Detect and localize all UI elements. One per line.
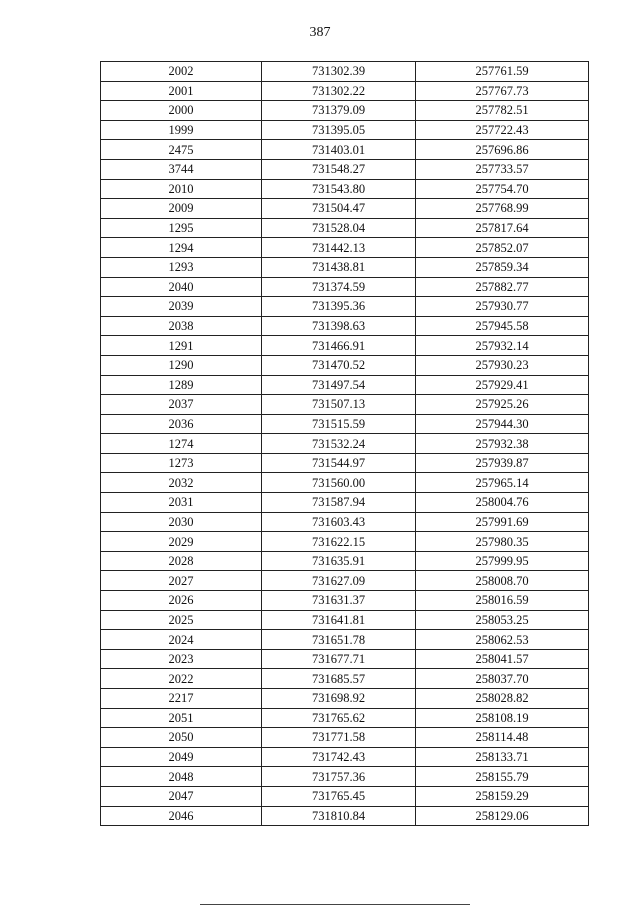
table-row [101,649,589,669]
x-coordinate-cell: 731507.13 [262,395,416,415]
point-id-cell: 2049 [101,747,262,767]
x-coordinate-cell: 731528.04 [262,218,416,238]
table-row [101,708,589,728]
y-coordinate-cell: 257930.77 [416,297,589,317]
y-coordinate-cell: 258053.25 [416,610,589,630]
point-id-cell: 2029 [101,532,262,552]
y-coordinate-cell: 257859.34 [416,257,589,277]
x-coordinate-cell: 731627.09 [262,571,416,591]
x-coordinate-cell: 731470.52 [262,355,416,375]
y-coordinate-cell: 257733.57 [416,159,589,179]
table-row [101,512,589,532]
y-coordinate-cell: 258037.70 [416,669,589,689]
point-id-cell: 2010 [101,179,262,199]
table-row [101,238,589,258]
point-id-cell: 2040 [101,277,262,297]
point-id-cell: 2050 [101,728,262,748]
point-id-cell: 2051 [101,708,262,728]
point-id-cell: 2047 [101,786,262,806]
point-id-cell: 2038 [101,316,262,336]
x-coordinate-cell: 731302.22 [262,81,416,101]
y-coordinate-cell: 257980.35 [416,532,589,552]
table-row [101,453,589,473]
x-coordinate-cell: 731403.01 [262,140,416,160]
table-row [101,689,589,709]
point-id-cell: 2000 [101,101,262,121]
y-coordinate-cell: 258159.29 [416,786,589,806]
table-row [101,62,589,82]
x-coordinate-cell: 731395.36 [262,297,416,317]
table-row [101,101,589,121]
table-row [101,493,589,513]
x-coordinate-cell: 731631.37 [262,591,416,611]
y-coordinate-cell: 257932.38 [416,434,589,454]
y-coordinate-cell: 257882.77 [416,277,589,297]
y-coordinate-cell: 257930.23 [416,355,589,375]
table-row [101,728,589,748]
coordinates-table-body [101,62,589,826]
table-row [101,355,589,375]
y-coordinate-cell: 257722.43 [416,120,589,140]
table-row [101,159,589,179]
point-id-cell: 1999 [101,120,262,140]
x-coordinate-cell: 731548.27 [262,159,416,179]
table-row [101,316,589,336]
y-coordinate-cell: 257767.73 [416,81,589,101]
point-id-cell: 2036 [101,414,262,434]
point-id-cell: 2028 [101,551,262,571]
point-id-cell: 2475 [101,140,262,160]
x-coordinate-cell: 731504.47 [262,199,416,219]
x-coordinate-cell: 731651.78 [262,630,416,650]
table-row [101,120,589,140]
point-id-cell: 2009 [101,199,262,219]
table-row [101,806,589,826]
y-coordinate-cell: 258004.76 [416,493,589,513]
point-id-cell: 2025 [101,610,262,630]
x-coordinate-cell: 731374.59 [262,277,416,297]
table-row [101,551,589,571]
y-coordinate-cell: 257817.64 [416,218,589,238]
y-coordinate-cell: 258129.06 [416,806,589,826]
table-row [101,336,589,356]
x-coordinate-cell: 731560.00 [262,473,416,493]
point-id-cell: 1290 [101,355,262,375]
table-row [101,571,589,591]
x-coordinate-cell: 731698.92 [262,689,416,709]
x-coordinate-cell: 731677.71 [262,649,416,669]
point-id-cell: 2024 [101,630,262,650]
x-coordinate-cell: 731742.43 [262,747,416,767]
y-coordinate-cell: 257932.14 [416,336,589,356]
x-coordinate-cell: 731810.84 [262,806,416,826]
table-row [101,257,589,277]
y-coordinate-cell: 258028.82 [416,689,589,709]
y-coordinate-cell: 257696.86 [416,140,589,160]
x-coordinate-cell: 731603.43 [262,512,416,532]
point-id-cell: 1294 [101,238,262,258]
x-coordinate-cell: 731438.81 [262,257,416,277]
y-coordinate-cell: 258041.57 [416,649,589,669]
x-coordinate-cell: 731757.36 [262,767,416,787]
table-row [101,199,589,219]
y-coordinate-cell: 257965.14 [416,473,589,493]
point-id-cell: 1295 [101,218,262,238]
point-id-cell: 2217 [101,689,262,709]
x-coordinate-cell: 731771.58 [262,728,416,748]
point-id-cell: 1274 [101,434,262,454]
point-id-cell: 2039 [101,297,262,317]
x-coordinate-cell: 731395.05 [262,120,416,140]
table-row [101,179,589,199]
point-id-cell: 1291 [101,336,262,356]
x-coordinate-cell: 731685.57 [262,669,416,689]
x-coordinate-cell: 731544.97 [262,453,416,473]
x-coordinate-cell: 731515.59 [262,414,416,434]
y-coordinate-cell: 257852.07 [416,238,589,258]
table-row [101,375,589,395]
table-row [101,218,589,238]
x-coordinate-cell: 731302.39 [262,62,416,82]
point-id-cell: 2048 [101,767,262,787]
point-id-cell: 2031 [101,493,262,513]
point-id-cell: 2046 [101,806,262,826]
table-row [101,786,589,806]
point-id-cell: 2022 [101,669,262,689]
point-id-cell: 2030 [101,512,262,532]
page-number: 387 [309,25,331,40]
table-row [101,669,589,689]
x-coordinate-cell: 731765.45 [262,786,416,806]
table-row [101,140,589,160]
table-row [101,630,589,650]
y-coordinate-cell: 257945.58 [416,316,589,336]
point-id-cell: 2001 [101,81,262,101]
x-coordinate-cell: 731587.94 [262,493,416,513]
point-id-cell: 2037 [101,395,262,415]
x-coordinate-cell: 731765.62 [262,708,416,728]
y-coordinate-cell: 257991.69 [416,512,589,532]
x-coordinate-cell: 731532.24 [262,434,416,454]
y-coordinate-cell: 257768.99 [416,199,589,219]
x-coordinate-cell: 731442.13 [262,238,416,258]
table-row [101,591,589,611]
table-row [101,277,589,297]
x-coordinate-cell: 731635.91 [262,551,416,571]
y-coordinate-cell: 257782.51 [416,101,589,121]
x-coordinate-cell: 731543.80 [262,179,416,199]
x-coordinate-cell: 731379.09 [262,101,416,121]
point-id-cell: 3744 [101,159,262,179]
y-coordinate-cell: 257761.59 [416,62,589,82]
y-coordinate-cell: 258108.19 [416,708,589,728]
point-id-cell: 1289 [101,375,262,395]
x-coordinate-cell: 731641.81 [262,610,416,630]
point-id-cell: 1273 [101,453,262,473]
point-id-cell: 2027 [101,571,262,591]
y-coordinate-cell: 258155.79 [416,767,589,787]
table-row [101,297,589,317]
table-row [101,532,589,552]
x-coordinate-cell: 731622.15 [262,532,416,552]
table-row [101,767,589,787]
point-id-cell: 2032 [101,473,262,493]
y-coordinate-cell: 258016.59 [416,591,589,611]
table-row [101,610,589,630]
coordinates-table [100,61,589,826]
x-coordinate-cell: 731398.63 [262,316,416,336]
point-id-cell: 2002 [101,62,262,82]
point-id-cell: 1293 [101,257,262,277]
y-coordinate-cell: 257939.87 [416,453,589,473]
y-coordinate-cell: 257929.41 [416,375,589,395]
y-coordinate-cell: 257754.70 [416,179,589,199]
y-coordinate-cell: 258114.48 [416,728,589,748]
y-coordinate-cell: 258008.70 [416,571,589,591]
y-coordinate-cell: 257925.26 [416,395,589,415]
y-coordinate-cell: 258062.53 [416,630,589,650]
x-coordinate-cell: 731466.91 [262,336,416,356]
point-id-cell: 2023 [101,649,262,669]
x-coordinate-cell: 731497.54 [262,375,416,395]
table-row [101,434,589,454]
table-row [101,747,589,767]
y-coordinate-cell: 257944.30 [416,414,589,434]
point-id-cell: 2026 [101,591,262,611]
table-row [101,473,589,493]
y-coordinate-cell: 258133.71 [416,747,589,767]
table-row [101,395,589,415]
table-row [101,414,589,434]
y-coordinate-cell: 257999.95 [416,551,589,571]
table-row [101,81,589,101]
